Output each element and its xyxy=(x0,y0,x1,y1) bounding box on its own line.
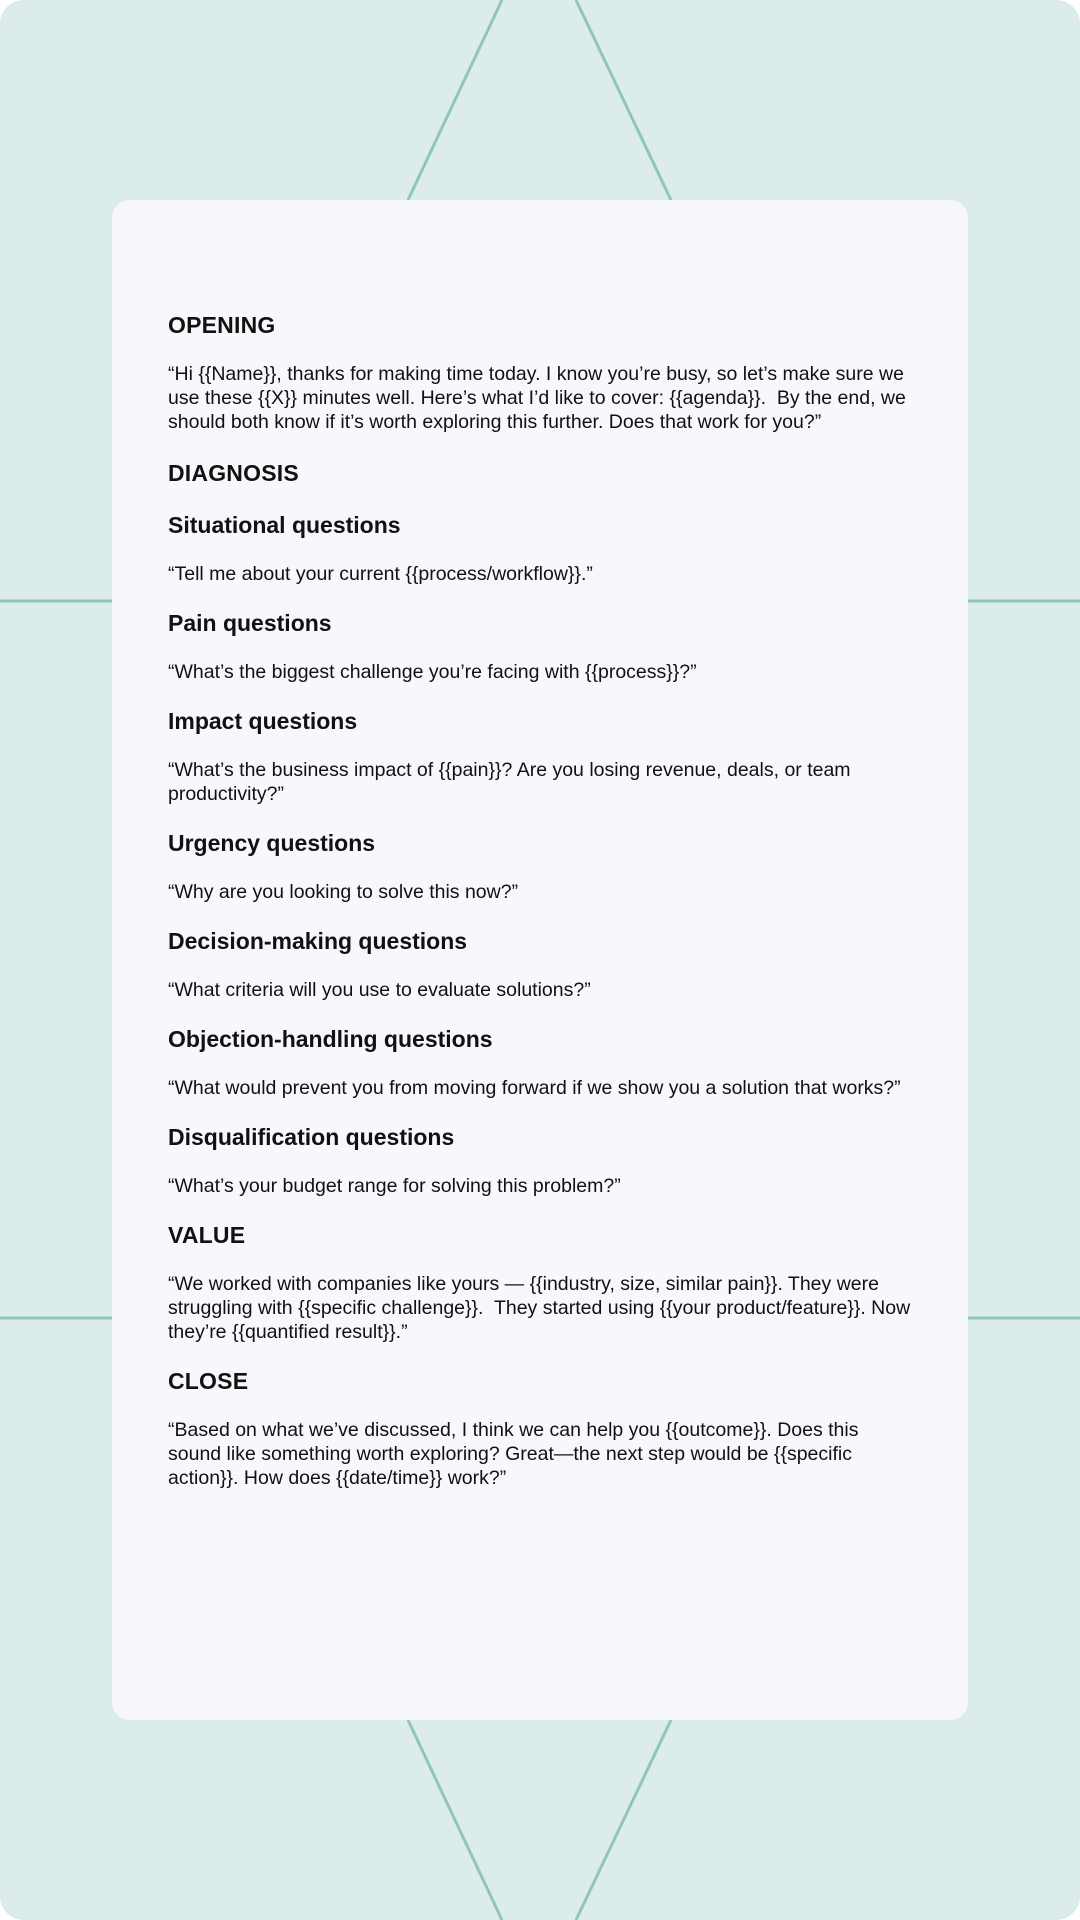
opening-title: OPENING xyxy=(168,312,276,338)
close-text: “Based on what we’ve discussed, I think we can help you {{outcome}}. Does this sound like something worth exploring? Great—the next step would be {{specific action}}. How does {{date/time}} work?” xyxy=(168,1419,864,1489)
diagnosis-title: DIAGNOSIS xyxy=(168,460,299,486)
decision-making-questions-heading: Decision-making questions xyxy=(168,928,468,954)
impact-questions-heading: Impact questions xyxy=(168,708,358,734)
opening-text: “Hi {{Name}}, thanks for making time today. I know you’re busy, so let’s make sure we use these {{X}} minutes well. Here’s what I’d like to cover: {{agenda}}. By the end, we should both know if it’s worth exploring this further. Does that work for you?” xyxy=(168,363,912,433)
disqualification-questions-heading: Disqualification questions xyxy=(168,1124,455,1150)
disqualification-questions-text: “What’s your budget range for solving this problem?” xyxy=(168,1175,621,1197)
impact-questions-text: “What’s the business impact of {{pain}}? Are you losing revenue, deals, or team productivity?” xyxy=(168,759,856,805)
script-card xyxy=(112,200,968,1720)
urgency-questions-heading: Urgency questions xyxy=(168,830,376,856)
close-title: CLOSE xyxy=(168,1368,249,1394)
situational-questions-heading: Situational questions xyxy=(168,512,401,538)
decision-making-questions-text: “What criteria will you use to evaluate solutions?” xyxy=(168,979,591,1001)
objection-handling-questions-text: “What would prevent you from moving forward if we show you a solution that works?” xyxy=(168,1077,901,1099)
urgency-questions-text: “Why are you looking to solve this now?” xyxy=(168,881,519,903)
decor-line-top-right xyxy=(576,0,671,200)
value-text: “We worked with companies like yours — {{industry, size, similar pain}}. They were struggling with {{specific challenge}}. They started using {{your product/feature}}. Now they’re {{quantified result}}.” xyxy=(168,1273,916,1343)
situational-questions-text: “Tell me about your current {{process/workflow}}.” xyxy=(168,563,593,585)
pain-questions-text: “What’s the biggest challenge you’re facing with {{process}}?” xyxy=(168,661,697,683)
decor-line-bottom-left xyxy=(408,1720,502,1920)
objection-handling-questions-heading: Objection-handling questions xyxy=(168,1026,493,1052)
decor-line-top-left xyxy=(408,0,502,200)
decor-line-bottom-right xyxy=(576,1720,671,1920)
pain-questions-heading: Pain questions xyxy=(168,610,332,636)
value-title: VALUE xyxy=(168,1222,246,1248)
